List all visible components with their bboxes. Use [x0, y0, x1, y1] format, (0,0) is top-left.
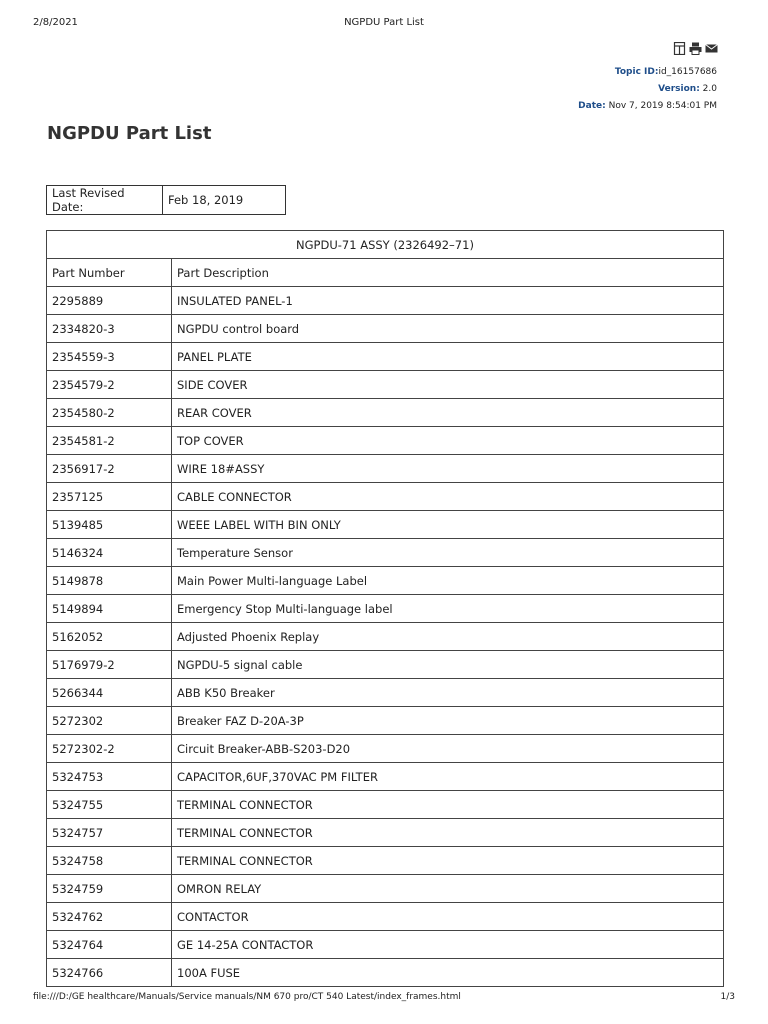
date-label: Date:: [578, 101, 606, 111]
revision-value: Feb 18, 2019: [163, 186, 286, 215]
part-description-cell: WEEE LABEL WITH BIN ONLY: [172, 511, 724, 539]
part-description-cell: INSULATED PANEL-1: [172, 287, 724, 315]
header-part-number: Part Number: [47, 259, 172, 287]
table-row: [47, 567, 724, 595]
table-row: [47, 455, 724, 483]
part-number-cell: 5266344: [47, 679, 172, 707]
version-label: Version:: [658, 84, 700, 94]
part-number-cell: 2354580-2: [47, 399, 172, 427]
topic-id-value: id_16157686: [658, 67, 717, 77]
part-description-cell: NGPDU-5 signal cable: [172, 651, 724, 679]
table-row: [47, 483, 724, 511]
table-row: [47, 511, 724, 539]
part-number-cell: 2356917-2: [47, 455, 172, 483]
table-row: [47, 791, 724, 819]
part-number-cell: 5324764: [47, 931, 172, 959]
part-number-cell: 5324758: [47, 847, 172, 875]
part-description-cell: Adjusted Phoenix Replay: [172, 623, 724, 651]
table-row: [47, 287, 724, 315]
part-description-cell: Breaker FAZ D-20A-3P: [172, 707, 724, 735]
table-row: [47, 875, 724, 903]
part-number-cell: 5149894: [47, 595, 172, 623]
part-number-cell: 5324759: [47, 875, 172, 903]
part-description-cell: TERMINAL CONNECTOR: [172, 791, 724, 819]
pdf-icon[interactable]: [673, 40, 686, 53]
part-description-cell: ABB K50 Breaker: [172, 679, 724, 707]
table-row: [47, 539, 724, 567]
part-description-cell: CAPACITOR,6UF,370VAC PM FILTER: [172, 763, 724, 791]
part-description-cell: WIRE 18#ASSY: [172, 455, 724, 483]
parts-table: [46, 230, 724, 987]
part-number-cell: 2295889: [47, 287, 172, 315]
part-description-cell: 100A FUSE: [172, 959, 724, 987]
part-description-cell: REAR COVER: [172, 399, 724, 427]
part-number-cell: 2357125: [47, 483, 172, 511]
part-number-cell: 5272302: [47, 707, 172, 735]
part-description-cell: GE 14-25A CONTACTOR: [172, 931, 724, 959]
part-description-cell: OMRON RELAY: [172, 875, 724, 903]
part-description-cell: TOP COVER: [172, 427, 724, 455]
table-row: [47, 623, 724, 651]
print-title: NGPDU Part List: [344, 17, 424, 28]
part-description-cell: TERMINAL CONNECTOR: [172, 847, 724, 875]
part-number-cell: 5149878: [47, 567, 172, 595]
table-row: [47, 315, 724, 343]
footer-path: file:///D:/GE healthcare/Manuals/Service manuals/NM 670 pro/CT 540 Latest/index_frames.html: [33, 992, 461, 1002]
table-row: [47, 427, 724, 455]
table-row: [47, 847, 724, 875]
part-description-cell: TERMINAL CONNECTOR: [172, 819, 724, 847]
part-description-cell: CONTACTOR: [172, 903, 724, 931]
revision-label: Last Revised Date:: [47, 186, 163, 215]
email-icon[interactable]: [705, 40, 718, 53]
part-number-cell: 2354581-2: [47, 427, 172, 455]
footer-page-number: 1/3: [720, 992, 735, 1002]
part-description-cell: CABLE CONNECTOR: [172, 483, 724, 511]
part-description-cell: NGPDU control board: [172, 315, 724, 343]
parts-table-body: [47, 287, 724, 987]
version-value: 2.0: [702, 84, 717, 94]
date-value: Nov 7, 2019 8:54:01 PM: [608, 101, 717, 111]
part-number-cell: 5324762: [47, 903, 172, 931]
print-date: 2/8/2021: [33, 17, 78, 28]
part-number-cell: 5324753: [47, 763, 172, 791]
topic-id-label: Topic ID:: [614, 67, 659, 77]
part-description-cell: Temperature Sensor: [172, 539, 724, 567]
part-description-cell: SIDE COVER: [172, 371, 724, 399]
print-icon[interactable]: [689, 40, 702, 53]
part-number-cell: 5146324: [47, 539, 172, 567]
table-row: [47, 595, 724, 623]
parts-table-caption: NGPDU-71 ASSY (2326492–71): [47, 231, 724, 259]
part-number-cell: 2334820-3: [47, 315, 172, 343]
topic-id: [615, 67, 717, 77]
table-row: [47, 399, 724, 427]
part-number-cell: 5324755: [47, 791, 172, 819]
table-row: [47, 707, 724, 735]
date: [578, 101, 717, 111]
part-description-cell: Main Power Multi-language Label: [172, 567, 724, 595]
header-part-description: Part Description: [172, 259, 724, 287]
table-row: [47, 931, 724, 959]
table-row: [47, 819, 724, 847]
table-row: [47, 371, 724, 399]
table-row: [47, 679, 724, 707]
table-row: [47, 343, 724, 371]
table-row: [47, 735, 724, 763]
part-number-cell: 5324766: [47, 959, 172, 987]
part-description-cell: PANEL PLATE: [172, 343, 724, 371]
toolbar-icons: [673, 40, 718, 53]
part-number-cell: 5272302-2: [47, 735, 172, 763]
revision-table: [46, 185, 286, 215]
part-number-cell: 2354579-2: [47, 371, 172, 399]
part-number-cell: 5162052: [47, 623, 172, 651]
part-number-cell: 5324757: [47, 819, 172, 847]
part-description-cell: Circuit Breaker-ABB-S203-D20: [172, 735, 724, 763]
part-number-cell: 2354559-3: [47, 343, 172, 371]
page-title: NGPDU Part List: [47, 123, 212, 144]
version: [658, 84, 717, 94]
part-number-cell: 5139485: [47, 511, 172, 539]
part-number-cell: 5176979-2: [47, 651, 172, 679]
table-row: [47, 763, 724, 791]
table-row: [47, 903, 724, 931]
part-description-cell: Emergency Stop Multi-language label: [172, 595, 724, 623]
table-row: [47, 959, 724, 987]
table-row: [47, 651, 724, 679]
